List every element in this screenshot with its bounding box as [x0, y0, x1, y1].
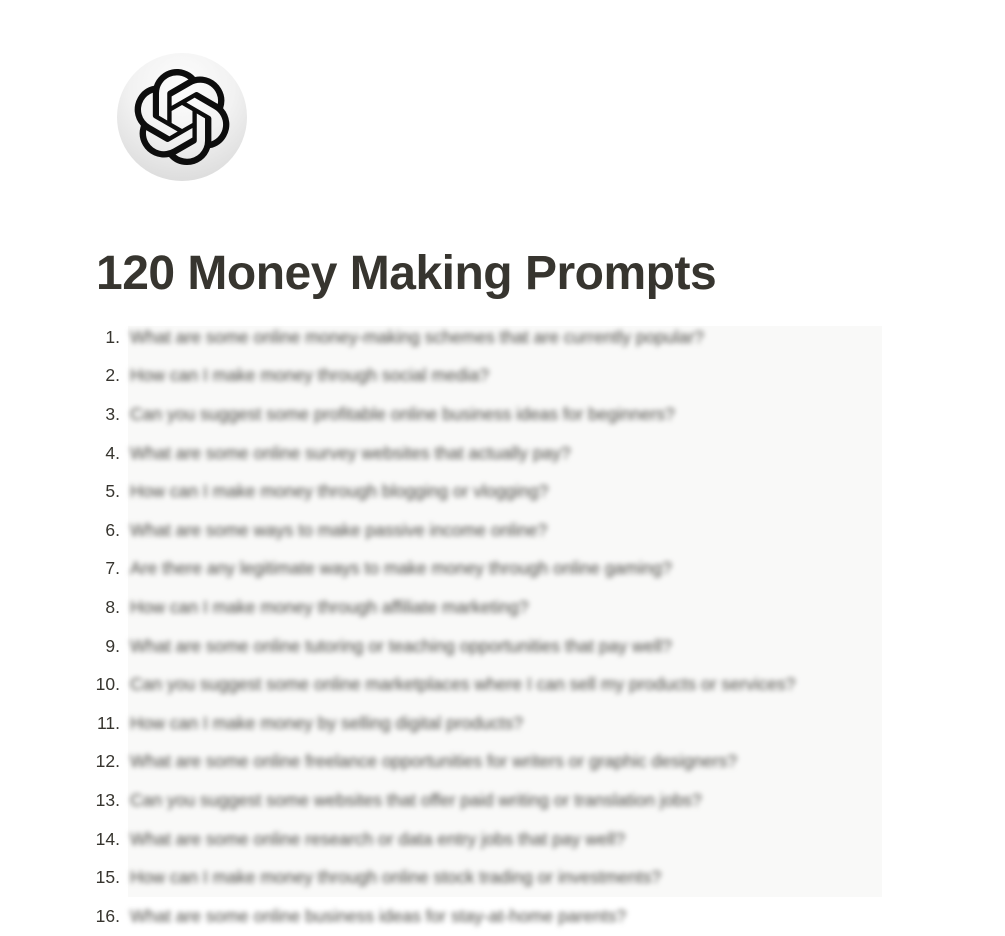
list-item[interactable]: [86, 781, 946, 820]
list-item-number: 3.: [105, 403, 120, 424]
list-item-text: How can I make money through affiliate marketing?: [130, 596, 529, 617]
list-item-number: 6.: [105, 519, 120, 540]
list-item-number: 15.: [95, 867, 120, 888]
list-item-text: How can I make money through blogging or vlogging?: [130, 481, 549, 502]
list-item[interactable]: [86, 820, 946, 859]
list-item-text: What are some online tutoring or teaching opportunities that pay well?: [130, 635, 672, 656]
page-title[interactable]: 120 Money Making Prompts: [96, 247, 717, 300]
list-item[interactable]: [86, 858, 946, 897]
list-item-number: 10.: [95, 674, 120, 695]
list-item-text: What are some online freelance opportunities for writers or graphic designers?: [130, 751, 737, 772]
list-item[interactable]: [86, 743, 946, 782]
list-item-number: 13.: [95, 789, 120, 810]
list-item-number: 11.: [96, 712, 120, 733]
list-item[interactable]: [86, 704, 946, 743]
list-item-text: Can you suggest some online marketplaces where I can sell my products or services?: [130, 674, 796, 695]
list-item-text: How can I make money by selling digital products?: [130, 712, 523, 733]
list-item-text: What are some online research or data entry jobs that pay well?: [130, 828, 626, 849]
list-item-number: 16.: [95, 905, 120, 926]
list-item[interactable]: [86, 588, 946, 627]
list-item[interactable]: [86, 395, 946, 434]
list-item-number: 5.: [105, 481, 120, 502]
list-item-text: What are some ways to make passive income online?: [130, 519, 548, 540]
list-item-text: Can you suggest some websites that offer paid writing or translation jobs?: [130, 789, 702, 810]
list-item[interactable]: [86, 318, 946, 357]
list-item[interactable]: [86, 627, 946, 666]
openai-logo-icon: [134, 69, 230, 165]
list-item[interactable]: [86, 511, 946, 550]
list-item[interactable]: [86, 550, 946, 589]
list-item[interactable]: [86, 897, 946, 936]
list-item[interactable]: [86, 434, 946, 473]
list-item-number: 1.: [105, 326, 120, 347]
list-item-text: Are there any legitimate ways to make money through online gaming?: [130, 558, 672, 579]
list-item[interactable]: [86, 357, 946, 396]
list-item-number: 14.: [95, 828, 120, 849]
list-item-number: 8.: [105, 596, 120, 617]
list-item[interactable]: [86, 472, 946, 511]
list-item-text: How can I make money through social media?: [130, 365, 489, 386]
list-item-text: What are some online business ideas for stay-at-home parents?: [130, 905, 627, 926]
list-item-number: 12.: [95, 751, 120, 772]
list-item-text: What are some online survey websites that actually pay?: [130, 442, 571, 463]
list-item-number: 2.: [105, 365, 120, 386]
list-item-text: How can I make money through online stock trading or investments?: [130, 867, 662, 888]
list-item-text: Can you suggest some profitable online business ideas for beginners?: [130, 403, 675, 424]
prompt-list: [86, 318, 946, 936]
list-item-number: 9.: [105, 635, 120, 656]
list-item-text: What are some online money-making schemes that are currently popular?: [130, 326, 704, 347]
list-item-number: 7.: [105, 558, 120, 579]
list-item[interactable]: [86, 665, 946, 704]
page-icon[interactable]: [117, 53, 247, 181]
list-item-number: 4.: [105, 442, 120, 463]
